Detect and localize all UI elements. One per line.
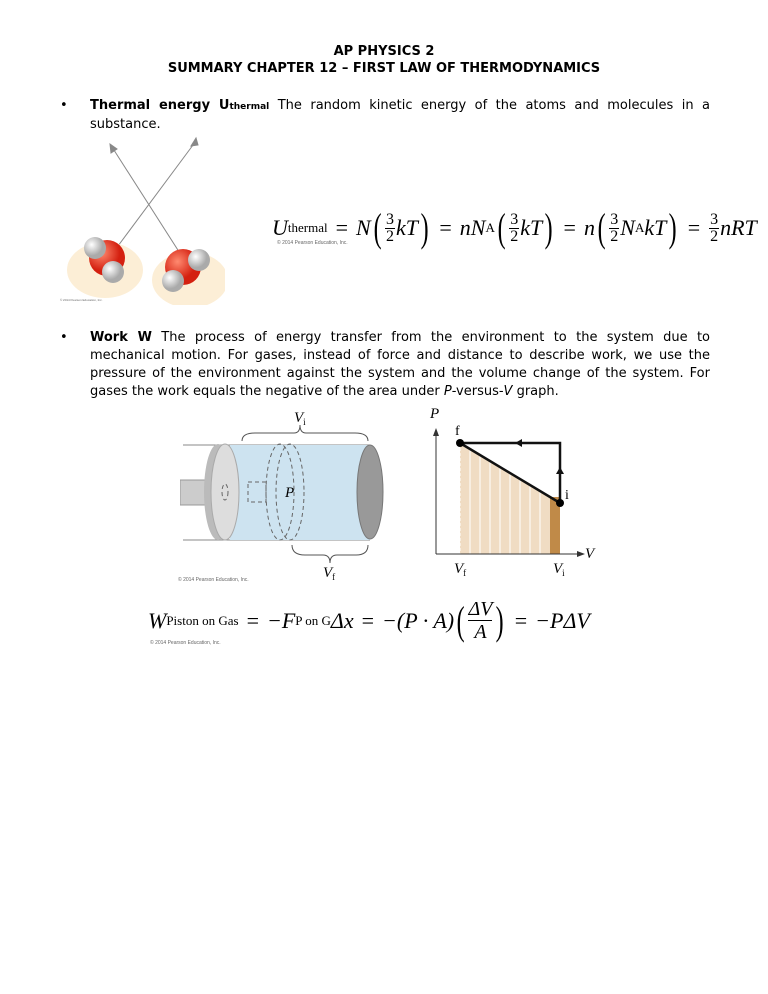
eq-nrt: nRT — [720, 215, 757, 240]
bullet-marker: • — [60, 98, 68, 113]
molecules-image — [55, 130, 225, 305]
pressure-label: P — [285, 485, 295, 501]
num: 3 — [610, 210, 619, 228]
bullet-marker: • — [60, 330, 68, 345]
equation-copyright: © 2014 Pearson Education, Inc. — [277, 240, 348, 246]
text: The process of energy transfer from the environment to the system due to mechanical motion. For gases, instead of force and distance to describe work, we use the pressure of the environment against the system and the volume change of the system. For gases the work equals the negative of the area under — [90, 330, 711, 399]
text: -versus- — [451, 384, 504, 399]
eq-nna: nN — [459, 215, 486, 240]
eq-sign: = — [335, 215, 349, 240]
eq-sign: = — [687, 215, 701, 240]
y-axis-label: P — [430, 406, 440, 422]
point-f-label: f — [455, 424, 460, 439]
text: V — [503, 384, 513, 399]
doc-title-line1: AP PHYSICS 2 — [333, 44, 435, 59]
definition-text: The random kinetic energy of the atoms and molecules in a substance. — [90, 98, 710, 132]
eq-a-sub: A — [485, 220, 495, 235]
eq-w-sub: Piston on Gas — [166, 612, 239, 628]
vf-label: $V_f$ — [323, 565, 336, 582]
eq-sign: = — [439, 215, 452, 240]
work-copyright: © 2014 Pearson Education, Inc. — [150, 640, 221, 646]
eq-sign: = — [514, 607, 528, 633]
eq-f: −F — [266, 607, 296, 633]
vi-label: $V_i$ — [294, 410, 306, 427]
num: 3 — [386, 210, 395, 228]
eq-dx: Δx — [330, 607, 354, 633]
eq-f-sub: P on G — [295, 612, 331, 628]
text: graph. — [512, 384, 559, 399]
eq-kt: kT — [396, 215, 419, 240]
eq-rhs: −PΔV — [535, 607, 590, 633]
num: ΔV — [468, 598, 493, 620]
pv-graph — [420, 403, 610, 578]
den: 2 — [610, 227, 619, 245]
text: P — [443, 384, 452, 399]
eq-sign: = — [563, 215, 576, 240]
eq-w: W — [148, 607, 167, 633]
eq-a-sub: A — [634, 220, 645, 235]
den: 2 — [510, 227, 519, 245]
eq-u: U — [272, 215, 288, 240]
thermal-energy-equation: U thermal = N ( $\frac{3}{2}$ kT ) = nN A ( $\frac{3}{2}$ kT ) = n ( $\frac{3}{2}$ N A kT ) = $\frac{3}{2}$ nRT — [272, 205, 757, 250]
eq-kt: kT — [644, 215, 667, 240]
eq-n-small: n — [583, 215, 595, 240]
num: 3 — [510, 210, 519, 228]
work-definition — [90, 329, 710, 401]
x-axis-label: V — [585, 546, 595, 562]
doc-title-line2: SUMMARY CHAPTER 12 – FIRST LAW OF THERMODYNAMICS — [167, 61, 601, 76]
eq-n: N — [356, 215, 371, 240]
eq-sign: = — [246, 607, 259, 633]
piston-copyright: © 2014 Pearson Education, Inc. — [178, 577, 249, 583]
piston-cylinder-diagram — [180, 405, 395, 585]
thermal-energy-definition — [90, 97, 710, 134]
eq-sign: = — [361, 607, 375, 633]
eq-pa: −(P · A) — [382, 607, 455, 633]
point-i-label: i — [565, 488, 569, 503]
tick-vi: $V_i$ — [553, 561, 565, 578]
den: 2 — [710, 227, 719, 245]
term: Work W — [90, 330, 152, 345]
molecule-copyright: © 2014 Pearson Education, Inc. — [60, 298, 103, 302]
eq-kt: kT — [520, 215, 543, 240]
work-equation: W Piston on Gas = −F P on G Δx = −(P · A) ( $\frac{\Delta V}{A}$ ) = −PΔV — [148, 597, 590, 643]
den: A — [474, 621, 487, 643]
term-sub: thermal — [229, 102, 270, 112]
tick-vf: $V_f$ — [454, 561, 467, 578]
num: 3 — [710, 210, 719, 228]
eq-u-sub: thermal — [287, 220, 328, 235]
term: Thermal energy U — [90, 98, 230, 113]
den: 2 — [386, 227, 395, 245]
